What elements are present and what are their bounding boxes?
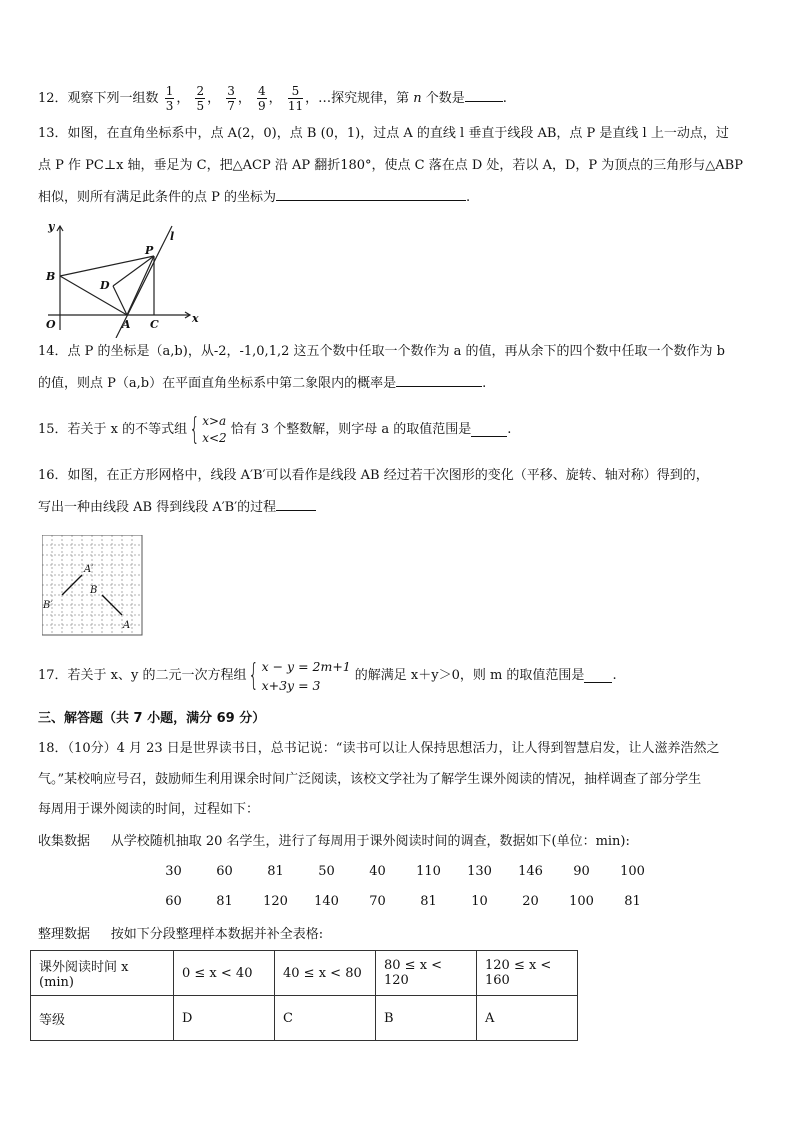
table-cell: D [174, 996, 275, 1041]
collect-title: 收集数据 [38, 834, 91, 849]
answer-blank[interactable] [276, 188, 466, 201]
label-y: y [48, 220, 55, 233]
label-b: B [90, 585, 98, 596]
inequality-system: x>a x<2 [202, 414, 227, 445]
q12-fraction: $\frac{5}{11}$ [287, 84, 304, 113]
q13-line3-text: 相似，则所有满足此条件的点 P 的坐标为 [38, 190, 277, 205]
period: . [612, 668, 617, 683]
q17-suffix: 的解满足 x＋y＞0，则 m 的取值范围是 [354, 668, 585, 683]
table-header-cell: 120 ≤ x < 160 [477, 951, 578, 996]
table-row [31, 951, 578, 996]
grade-table [30, 950, 578, 1041]
q14-line2 [38, 374, 486, 393]
data-value: 60 [165, 894, 182, 909]
table-header-cell: 0 ≤ x < 40 [174, 951, 275, 996]
label-b: B [46, 270, 56, 283]
label-l: l [170, 230, 175, 243]
q12-fraction: $\frac{2}{5}$ [196, 84, 205, 113]
table-header-cell: 80 ≤ x < 120 [376, 951, 477, 996]
data-value: 81 [624, 894, 641, 909]
data-value: 60 [216, 864, 233, 879]
data-value: 146 [518, 864, 543, 879]
q13-coordinate-figure [40, 218, 210, 338]
data-value: 140 [314, 894, 339, 909]
table-header-cell: 课外阅读时间 x (min) [31, 951, 174, 996]
q14-line2-text: 的值，则点 P（a,b）在平面直角坐标系中第二象限内的概率是 [38, 376, 397, 391]
data-row-1 [148, 864, 658, 879]
data-value: 81 [216, 894, 233, 909]
q12-n: n [413, 91, 422, 106]
period: . [482, 376, 487, 391]
answer-blank[interactable] [465, 89, 503, 102]
q18-line3: 每周用于课外阅读的时间，过程如下： [38, 802, 260, 817]
table-cell: 等级 [31, 996, 174, 1041]
q12-suffix: ，…探究规律，第 [305, 91, 410, 106]
table-row [31, 996, 578, 1041]
q16-line2 [38, 498, 316, 517]
table-header-cell: 40 ≤ x < 80 [275, 951, 376, 996]
organize-data-line [38, 926, 323, 944]
data-value: 90 [573, 864, 590, 879]
period: . [507, 422, 512, 437]
q17-prefix: 17．若关于 x、y 的二元一次方程组 [38, 668, 247, 683]
q12-prefix: 12．观察下列一组数 [38, 91, 159, 106]
q12-fraction: $\frac{1}{3}$ [165, 84, 174, 113]
answer-blank[interactable] [276, 498, 316, 511]
q12-fraction: $\frac{4}{9}$ [258, 84, 266, 113]
q12-line: 12．观察下列一组数 $\frac{1}{3}$ ， $\frac{2}{5}$ ， $\frac{3}{7}$ ， $\frac{4}{9}$ ， $\frac{5}{11}$ ，…探究规律，第 n 个数是 . [38, 84, 507, 113]
q15-prefix: 15．若关于 x 的不等式组 [38, 422, 188, 437]
table-cell: C [275, 996, 376, 1041]
label-o: O [46, 318, 56, 331]
period: . [502, 91, 507, 106]
left-brace: { [248, 658, 260, 693]
data-value: 50 [318, 864, 335, 879]
collect-text: 从学校随机抽取 20 名学生，进行了每周用于课外阅读时间的调查，数据如下(单位：min): [110, 834, 630, 849]
label-x: x [192, 312, 199, 325]
data-value: 110 [416, 864, 441, 879]
q16-line1: 16．如图，在正方形网格中，线段 A′B′可以看作是线段 AB 经过若干次图形的变化（平移、旋转、轴对称）得到的， [38, 468, 709, 483]
label-a: A [123, 620, 131, 631]
answer-blank[interactable] [396, 374, 482, 387]
data-value: 10 [471, 894, 488, 909]
q14-line1: 14．点 P 的坐标是（a,b)，从-2，-1,0,1,2 这五个数中任取一个数作为 a 的值，再从余下的四个数中任取一个数作为 b [38, 344, 725, 359]
equation-system: x − y = 2m+1 x+3y = 3 [261, 659, 351, 693]
q12-fraction: $\frac{3}{7}$ [227, 84, 235, 113]
data-value: 40 [369, 864, 386, 879]
data-value: 70 [369, 894, 386, 909]
segment-pa [127, 256, 154, 315]
label-p: P [145, 244, 154, 257]
table-cell: B [376, 996, 477, 1041]
q13-line1: 13．如图，在直角坐标系中，点 A(2，0)，点 B (0，1)，过点 A 的直线 l 垂直于线段 AB，点 P 是直线 l 上一动点，过 [38, 126, 729, 141]
organize-title: 整理数据 [38, 927, 91, 942]
q16-line2-text: 写出一种由线段 AB 得到线段 A′B′的过程 [38, 500, 277, 515]
label-c: C [150, 318, 159, 331]
section-heading: 三、解答题（共 7 小题，满分 69 分） [38, 711, 266, 726]
q16-grid-figure [42, 535, 146, 637]
data-value: 20 [522, 894, 539, 909]
q12-suffix-b: 个数是 [425, 91, 465, 106]
answer-blank[interactable] [584, 670, 612, 683]
label-d: D [100, 279, 110, 292]
data-value: 100 [569, 894, 594, 909]
data-row-2 [148, 894, 658, 909]
q17-line [38, 655, 617, 697]
q13-line2: 点 P 作 PC⊥x 轴，垂足为 C，把△ACP 沿 AP 翻折180°，使点 C 落在点 D 处，若以 A，D，P 为顶点的三角形与△ABP [38, 158, 743, 173]
label-b-prime: B′ [43, 600, 53, 611]
period: . [466, 190, 471, 205]
q13-line3 [38, 188, 470, 207]
q18-line2: 气。”某校响应号召，鼓励师生利用课余时间广泛阅读，该校文学社为了解学生课外阅读的情况，抽样调查了部分学生 [38, 772, 702, 787]
label-a: A [122, 318, 131, 331]
collect-data-line [38, 833, 630, 851]
q15-suffix: 恰有 3 个整数解，则字母 a 的取值范围是 [230, 422, 472, 437]
table-cell: A [477, 996, 578, 1041]
answer-blank[interactable] [471, 424, 507, 437]
organize-text: 按如下分段整理样本数据并补全表格: [110, 927, 324, 942]
left-brace: { [189, 412, 200, 447]
q18-line1: 18．（10分）4 月 23 日是世界读书日，总书记说：“读书可以让人保持思想活力，让人得到智慧启发，让人滋养浩然之 [38, 741, 720, 756]
data-value: 130 [467, 864, 492, 879]
data-value: 81 [267, 864, 284, 879]
data-value: 120 [263, 894, 288, 909]
data-value: 81 [420, 894, 437, 909]
data-value: 30 [165, 864, 182, 879]
q15-line [38, 412, 511, 448]
label-a-prime: A′ [84, 564, 94, 575]
data-value: 100 [620, 864, 645, 879]
